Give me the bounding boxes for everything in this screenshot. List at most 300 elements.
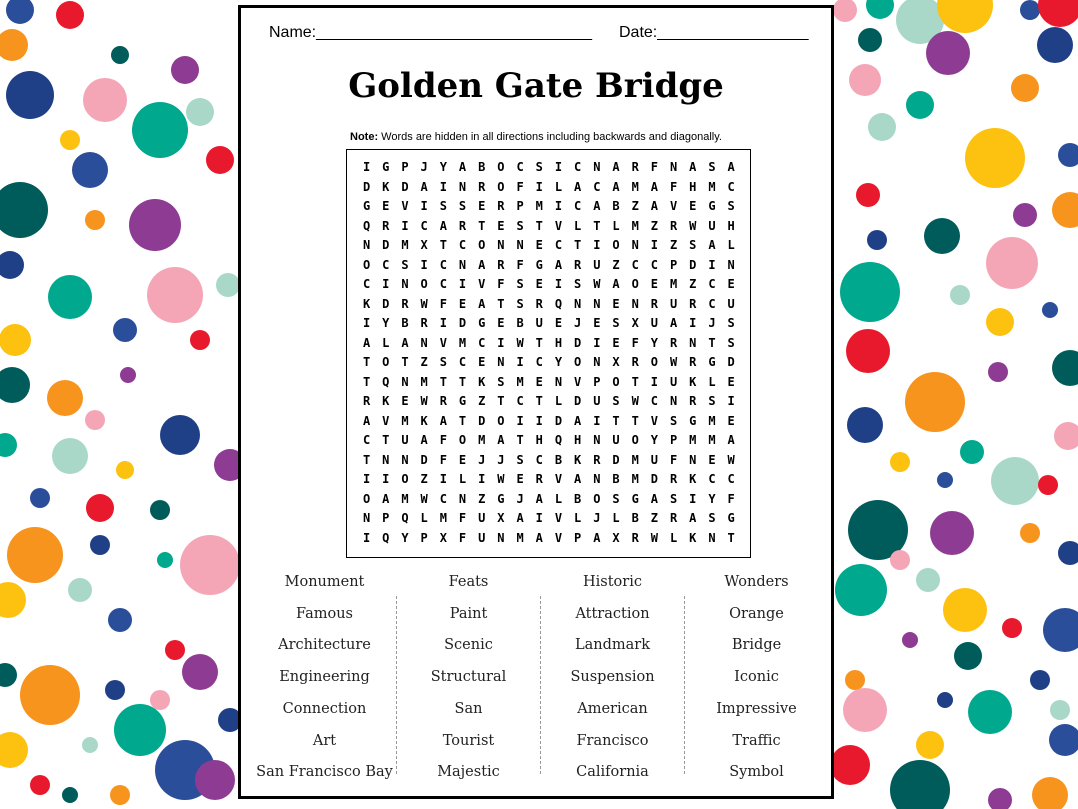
word-list-item: Engineering xyxy=(279,669,370,686)
grid-row xyxy=(357,392,741,412)
grid-letter: I xyxy=(554,277,563,291)
grid-letter: Y xyxy=(708,491,716,506)
grid-letter: Q xyxy=(554,433,563,447)
grid-letter: A xyxy=(362,335,371,350)
grid-letter: G xyxy=(708,355,716,369)
grid-letter: R xyxy=(689,296,697,311)
grid-letter: G xyxy=(497,491,505,506)
grid-letter: S xyxy=(497,374,505,389)
background-dot xyxy=(150,500,170,520)
background-dot xyxy=(833,0,857,22)
grid-letter: A xyxy=(420,179,428,194)
background-dot xyxy=(195,760,235,800)
background-dot xyxy=(830,745,870,785)
grid-letter: V xyxy=(554,218,563,233)
grid-letter: Z xyxy=(631,199,639,213)
grid-letter: X xyxy=(612,530,620,545)
grid-letter: C xyxy=(458,238,467,252)
grid-letter: L xyxy=(574,511,582,525)
background-dot xyxy=(86,494,114,522)
background-dot xyxy=(0,433,17,457)
grid-letter: J xyxy=(420,160,428,174)
grid-letter: K xyxy=(382,394,390,408)
background-dot xyxy=(62,787,78,803)
background-dot xyxy=(988,788,1012,809)
grid-letter: I xyxy=(593,238,601,252)
grid-letter: C xyxy=(727,472,735,486)
grid-letter: T xyxy=(535,335,543,350)
grid-letter: R xyxy=(669,472,678,486)
grid-letter: S xyxy=(516,296,524,311)
grid-letter: C xyxy=(650,394,659,408)
grid-letter: M xyxy=(631,452,639,467)
grid-letter: P xyxy=(669,257,678,272)
grid-letter: Y xyxy=(439,160,447,174)
background-dot xyxy=(954,642,982,670)
background-dot xyxy=(85,210,105,230)
grid-letter: P xyxy=(574,530,582,545)
grid-letter: F xyxy=(669,452,678,467)
grid-letter: I xyxy=(689,491,697,506)
grid-letter: P xyxy=(516,199,524,213)
background-dot xyxy=(1030,670,1050,690)
grid-letter: R xyxy=(669,511,678,525)
grid-letter: G xyxy=(689,413,697,428)
background-dot xyxy=(165,640,185,660)
word-list-item: Traffic xyxy=(732,732,781,749)
grid-letter: N xyxy=(593,433,601,447)
grid-letter: W xyxy=(420,394,428,408)
background-dot xyxy=(0,367,30,403)
grid-letter: S xyxy=(727,335,735,350)
grid-letter: L xyxy=(727,238,735,252)
grid-letter: P xyxy=(420,530,428,545)
grid-row xyxy=(357,529,741,549)
grid-letter: N xyxy=(458,179,467,194)
grid-letter: J xyxy=(478,452,486,467)
word-list-item: San xyxy=(454,700,483,717)
grid-letter: I xyxy=(689,316,697,330)
grid-letter: Q xyxy=(382,374,390,389)
grid-letter: I xyxy=(593,335,601,350)
background-dot xyxy=(960,440,984,464)
grid-letter: J xyxy=(708,316,716,330)
grid-letter: O xyxy=(612,238,620,252)
grid-letter: A xyxy=(478,257,486,272)
background-dot xyxy=(0,324,31,356)
grid-letter: K xyxy=(574,452,582,467)
grid-letter: L xyxy=(458,472,467,486)
grid-letter: V xyxy=(554,511,563,525)
grid-letter: H xyxy=(535,433,543,447)
grid-letter: O xyxy=(574,355,582,369)
grid-letter: J xyxy=(593,511,601,525)
grid-letter: S xyxy=(708,511,716,525)
grid-letter: N xyxy=(401,277,409,291)
grid-letter: I xyxy=(535,413,543,428)
name-field-label: Name:_______________________________ xyxy=(269,24,592,41)
background-dot xyxy=(52,438,88,474)
grid-row xyxy=(357,412,741,432)
grid-letter: R xyxy=(669,218,678,233)
word-list-item: Architecture xyxy=(278,637,371,654)
grid-letter: S xyxy=(516,452,524,467)
grid-letter: U xyxy=(727,296,735,311)
grid-letter: N xyxy=(497,238,505,252)
grid-letter: W xyxy=(497,472,505,486)
grid-letter: D xyxy=(727,355,735,369)
grid-letter: B xyxy=(612,199,620,213)
grid-letter: A xyxy=(574,413,582,428)
grid-letter: C xyxy=(439,277,447,291)
word-list-item: Structural xyxy=(430,669,507,686)
grid-letter: J xyxy=(516,491,524,506)
word-list-item: Feats xyxy=(448,574,489,590)
grid-letter: T xyxy=(382,433,390,447)
grid-letter: F xyxy=(439,433,447,447)
grid-letter: S xyxy=(458,199,467,213)
grid-row xyxy=(357,451,741,471)
note-label: Note: xyxy=(350,131,379,143)
grid-letter: C xyxy=(458,355,467,369)
grid-letter: S xyxy=(439,355,447,369)
grid-letter: F xyxy=(439,296,447,311)
grid-letter: N xyxy=(401,452,409,467)
background-dot xyxy=(68,578,92,602)
background-dot xyxy=(1054,422,1078,450)
grid-letter: B xyxy=(478,160,486,174)
background-dot xyxy=(110,785,130,805)
grid-letter: F xyxy=(497,277,505,291)
grid-letter: O xyxy=(631,433,639,447)
grid-letter: W xyxy=(593,277,601,291)
grid-letter: I xyxy=(650,238,659,252)
grid-letter: I xyxy=(497,335,505,350)
background-dot xyxy=(916,568,940,592)
background-dot xyxy=(116,461,134,479)
background-dot xyxy=(1020,0,1040,20)
background-dot xyxy=(56,1,84,29)
background-dot xyxy=(0,663,17,687)
grid-letter: T xyxy=(458,374,467,389)
grid-letter: H xyxy=(689,179,697,194)
grid-letter: A xyxy=(727,160,735,174)
grid-letter: K xyxy=(362,296,371,311)
grid-letter: E xyxy=(708,452,716,467)
grid-letter: U xyxy=(401,433,409,447)
grid-letter: K xyxy=(382,179,390,194)
instructions-note xyxy=(241,131,831,143)
grid-letter: M xyxy=(516,530,524,545)
background-dot xyxy=(866,0,894,19)
grid-letter: R xyxy=(689,355,697,369)
background-dot xyxy=(890,452,910,472)
grid-letter: A xyxy=(535,530,543,545)
grid-letter: T xyxy=(439,238,447,252)
grid-letter: N xyxy=(458,257,467,272)
grid-letter: I xyxy=(362,530,371,545)
grid-letter: O xyxy=(478,238,486,252)
background-dot xyxy=(132,102,188,158)
grid-letter: R xyxy=(535,296,543,311)
grid-letter: O xyxy=(650,355,659,369)
background-dot xyxy=(48,275,92,319)
background-dot xyxy=(0,251,24,279)
grid-letter: D xyxy=(478,413,486,428)
background-dot xyxy=(930,511,974,555)
grid-letter: I xyxy=(708,257,716,272)
word-list-item: Tourist xyxy=(442,732,495,749)
background-dot xyxy=(160,415,200,455)
grid-letter: K xyxy=(478,374,486,389)
grid-letter: G xyxy=(362,199,371,213)
grid-letter: T xyxy=(401,355,409,369)
grid-letter: E xyxy=(497,218,505,233)
grid-letter: B xyxy=(554,452,563,467)
grid-letter: N xyxy=(516,238,524,252)
grid-letter: N xyxy=(727,257,735,272)
background-dot xyxy=(1038,475,1058,495)
grid-letter: I xyxy=(401,218,409,233)
grid-letter: C xyxy=(535,355,543,369)
grid-letter: V xyxy=(382,413,390,428)
grid-letter: M xyxy=(478,433,486,447)
column-divider xyxy=(540,596,541,774)
background-dot xyxy=(186,98,214,126)
grid-letter: C xyxy=(535,452,543,467)
grid-row xyxy=(357,295,741,315)
grid-letter: L xyxy=(669,530,678,545)
grid-letter: A xyxy=(382,491,390,506)
grid-letter: R xyxy=(631,160,639,174)
grid-letter: N xyxy=(593,296,601,311)
column-divider xyxy=(396,596,397,774)
grid-letter: B xyxy=(516,316,524,330)
grid-letter: T xyxy=(362,355,371,369)
grid-letter: T xyxy=(612,413,620,428)
grid-letter: W xyxy=(420,491,428,506)
background-dot xyxy=(0,29,28,61)
grid-letter: A xyxy=(669,316,678,330)
grid-letter: D xyxy=(458,316,467,330)
grid-row xyxy=(357,353,741,373)
background-dot xyxy=(856,183,880,207)
grid-letter: N xyxy=(420,335,428,350)
background-dot xyxy=(986,237,1038,289)
grid-letter: O xyxy=(401,472,409,486)
grid-letter: I xyxy=(382,277,390,291)
background-dot xyxy=(924,218,960,254)
grid-letter: C xyxy=(708,277,716,291)
background-dot xyxy=(147,267,203,323)
grid-letter: B xyxy=(574,491,582,506)
grid-letter: U xyxy=(593,394,601,408)
background-dot xyxy=(835,564,887,616)
grid-letter: N xyxy=(497,355,505,369)
grid-letter: U xyxy=(669,374,678,389)
grid-letter: I xyxy=(382,472,390,486)
grid-letter: I xyxy=(554,199,563,213)
grid-letter: F xyxy=(458,511,467,525)
background-dot xyxy=(1050,700,1070,720)
grid-letter: Z xyxy=(650,511,659,525)
background-dot xyxy=(113,318,137,342)
grid-letter: Z xyxy=(650,218,659,233)
word-list-item: Famous xyxy=(296,605,353,622)
background-dot xyxy=(30,775,50,795)
grid-letter: V xyxy=(401,199,409,213)
grid-letter: D xyxy=(362,179,371,194)
background-dot xyxy=(943,588,987,632)
grid-letter: D xyxy=(382,238,390,252)
grid-letter: M xyxy=(458,335,467,350)
grid-letter: F xyxy=(458,530,467,545)
grid-letter: D xyxy=(612,452,620,467)
grid-letter: X xyxy=(612,355,620,369)
grid-letter: R xyxy=(497,257,505,272)
grid-letter: R xyxy=(593,452,601,467)
grid-letter: E xyxy=(497,316,505,330)
grid-letter: M xyxy=(708,413,716,428)
background-dot xyxy=(47,380,83,416)
background-dot xyxy=(182,654,218,690)
grid-letter: P xyxy=(669,433,678,447)
background-dot xyxy=(1013,203,1037,227)
grid-letter: P xyxy=(382,511,390,525)
grid-letter: C xyxy=(727,179,735,194)
background-dot xyxy=(20,665,80,725)
grid-letter: R xyxy=(650,296,659,311)
background-dot xyxy=(180,535,240,595)
grid-letter: L xyxy=(382,335,390,350)
grid-letter: L xyxy=(708,374,716,389)
grid-letter: W xyxy=(631,394,639,408)
grid-letter: C xyxy=(708,296,716,311)
background-dot xyxy=(0,582,26,618)
grid-letter: E xyxy=(727,277,735,291)
grid-letter: T xyxy=(727,530,735,545)
background-dot xyxy=(1052,192,1078,228)
grid-letter: V xyxy=(650,413,659,428)
grid-letter: V xyxy=(574,374,582,389)
grid-letter: U xyxy=(478,530,486,545)
grid-letter: U xyxy=(535,316,543,330)
grid-letter: D xyxy=(574,335,582,350)
grid-letter: U xyxy=(593,257,601,272)
background-dot xyxy=(85,410,105,430)
grid-letter: I xyxy=(727,394,735,408)
grid-letter: E xyxy=(535,238,543,252)
grid-letter: W xyxy=(420,296,428,311)
grid-letter: X xyxy=(439,530,447,545)
grid-letter: O xyxy=(420,277,428,291)
grid-letter: M xyxy=(708,179,716,194)
grid-letter: X xyxy=(497,511,505,525)
word-list-item: Iconic xyxy=(734,669,779,686)
grid-letter: O xyxy=(612,374,620,389)
page-title: Golden Gate Bridge xyxy=(348,66,724,106)
grid-letter: E xyxy=(458,452,467,467)
grid-row xyxy=(357,256,741,276)
grid-letter: R xyxy=(535,472,543,486)
grid-letter: L xyxy=(554,179,563,194)
word-list xyxy=(253,574,825,784)
grid-letter: E xyxy=(478,355,486,369)
grid-letter: U xyxy=(708,218,716,233)
grid-letter: A xyxy=(478,296,486,311)
grid-letter: A xyxy=(689,511,697,525)
grid-letter: S xyxy=(612,491,620,506)
grid-letter: T xyxy=(593,218,601,233)
grid-letter: G xyxy=(535,257,543,272)
background-dot xyxy=(1042,302,1058,318)
grid-letter: O xyxy=(382,355,390,369)
grid-letter: N xyxy=(362,238,371,252)
word-list-item: Monument xyxy=(284,574,365,590)
grid-letter: G xyxy=(382,160,390,174)
grid-letter: M xyxy=(420,374,428,389)
grid-letter: M xyxy=(689,433,697,447)
grid-letter: Z xyxy=(478,394,486,408)
grid-letter: E xyxy=(612,335,620,350)
grid-letter: S xyxy=(516,218,524,233)
grid-letter: F xyxy=(631,335,639,350)
grid-letter: I xyxy=(439,316,447,330)
grid-row xyxy=(357,373,741,393)
grid-letter: T xyxy=(535,218,543,233)
background-dot xyxy=(905,372,965,432)
grid-letter: T xyxy=(708,335,716,350)
background-dot xyxy=(906,91,934,119)
grid-letter: U xyxy=(669,296,678,311)
background-dot xyxy=(916,731,944,759)
background-dot xyxy=(6,71,54,119)
grid-letter: Z xyxy=(689,277,697,291)
grid-letter: R xyxy=(631,530,639,545)
grid-letter: I xyxy=(362,316,371,330)
background-dot xyxy=(0,732,28,768)
grid-letter: P xyxy=(593,374,601,389)
grid-letter: R xyxy=(382,218,390,233)
grid-letter: I xyxy=(420,257,428,272)
grid-row xyxy=(357,509,741,529)
word-list-item: Attraction xyxy=(575,605,650,622)
grid-row xyxy=(357,158,741,178)
grid-letter: D xyxy=(420,452,428,467)
grid-letter: F xyxy=(727,491,735,506)
grid-letter: L xyxy=(554,491,563,506)
background-dot xyxy=(890,760,950,809)
grid-letter: S xyxy=(708,160,716,174)
grid-letter: S xyxy=(727,316,735,330)
word-list-item: Majestic xyxy=(437,764,500,781)
background-dot xyxy=(965,128,1025,188)
background-dot xyxy=(120,367,136,383)
word-list-item: Scenic xyxy=(444,637,493,654)
background-dot xyxy=(6,0,34,24)
background-dot xyxy=(157,552,173,568)
grid-letter: M xyxy=(631,218,639,233)
grid-letter: D xyxy=(401,179,409,194)
grid-letter: M xyxy=(516,374,524,389)
background-dot xyxy=(849,64,881,96)
grid-letter: O xyxy=(458,433,467,447)
grid-row xyxy=(357,470,741,490)
grid-letter: O xyxy=(593,491,601,506)
background-dot xyxy=(206,146,234,174)
grid-letter: J xyxy=(497,452,505,467)
grid-letter: C xyxy=(420,218,428,233)
